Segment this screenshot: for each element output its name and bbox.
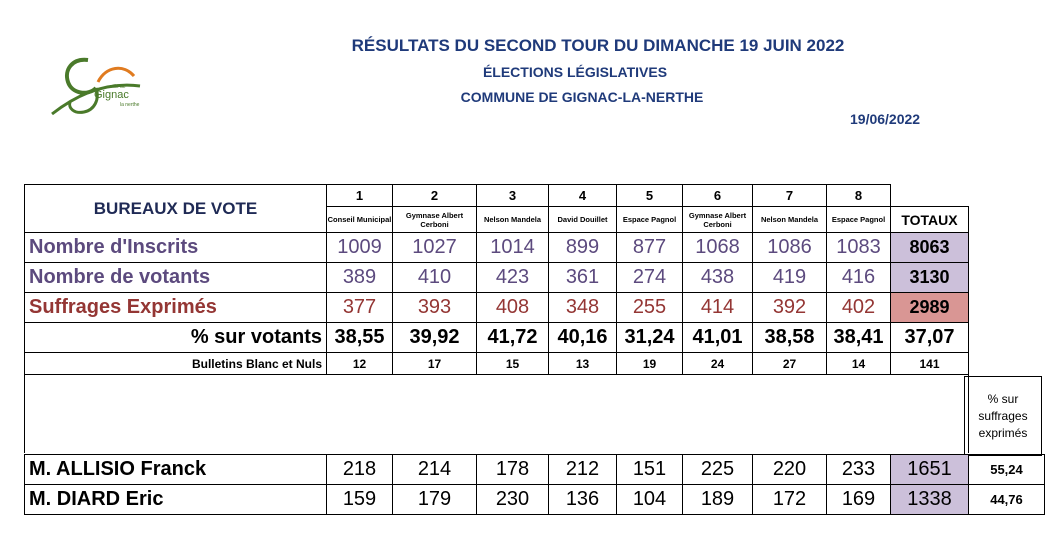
cell-value: 1009 — [327, 233, 393, 263]
bureau-number: 3 — [477, 185, 549, 207]
cell-value: 14 — [827, 353, 891, 375]
candidate-pct: 55,24 — [969, 455, 1045, 485]
pct-header-text: % sur suffrages exprimés — [978, 391, 1028, 440]
cell-value: 877 — [617, 233, 683, 263]
spacer-row — [25, 375, 969, 453]
cell-value: 218 — [327, 455, 393, 485]
cell-value: 17 — [393, 353, 477, 375]
empty-cell — [891, 185, 969, 207]
candidate-pct: 44,76 — [969, 485, 1045, 515]
cell-value: 27 — [753, 353, 827, 375]
cell-value: 225 — [683, 455, 753, 485]
cell-value: 136 — [549, 485, 617, 515]
cell-value: 212 — [549, 455, 617, 485]
cell-value: 1068 — [683, 233, 753, 263]
bureau-place: Nelson Mandela — [753, 207, 827, 233]
cell-value: 1086 — [753, 233, 827, 263]
cell-value: 393 — [393, 293, 477, 323]
candidate-total: 1338 — [891, 485, 969, 515]
svg-text:la nerthe: la nerthe — [120, 102, 140, 108]
page-subtitle: ÉLECTIONS LÉGISLATIVES — [482, 64, 668, 80]
cell-value: 414 — [683, 293, 753, 323]
cell-value: 416 — [827, 263, 891, 293]
cell-value: 377 — [327, 293, 393, 323]
votants-row — [25, 263, 969, 293]
blancs-nuls-row — [25, 353, 969, 375]
cell-value: 408 — [477, 293, 549, 323]
cell-value: 1027 — [393, 233, 477, 263]
results-date: 19/06/2022 — [850, 111, 921, 127]
cell-value: 19 — [617, 353, 683, 375]
gignac-logo — [50, 52, 145, 122]
bureau-place: Gymnase Albert Cerboni — [393, 207, 477, 233]
row-label: Nombre d'Inscrits — [25, 233, 327, 263]
candidates-table — [24, 454, 1045, 515]
bureau-number: 2 — [393, 185, 477, 207]
cell-value: 31,24 — [617, 323, 683, 353]
cell-value: 12 — [327, 353, 393, 375]
cell-value: 1014 — [477, 233, 549, 263]
bureau-number: 6 — [683, 185, 753, 207]
row-label: Nombre de votants — [25, 263, 327, 293]
bureau-number: 8 — [827, 185, 891, 207]
totaux-header: TOTAUX — [891, 207, 969, 233]
candidate-row — [25, 485, 1045, 515]
cell-value: 410 — [393, 263, 477, 293]
cell-value: 104 — [617, 485, 683, 515]
cell-value: 38,41 — [827, 323, 891, 353]
row-label: Bulletins Blanc et Nuls — [25, 353, 327, 375]
bureau-place: David Douillet — [549, 207, 617, 233]
cell-value: 178 — [477, 455, 549, 485]
cell-value: 38,58 — [753, 323, 827, 353]
bureau-place: Nelson Mandela — [477, 207, 549, 233]
cell-value: 40,16 — [549, 323, 617, 353]
cell-value: 402 — [827, 293, 891, 323]
cell-value: 348 — [549, 293, 617, 323]
cell-value: 233 — [827, 455, 891, 485]
cell-value: 392 — [753, 293, 827, 323]
cell-value: 189 — [683, 485, 753, 515]
cell-value: 41,01 — [683, 323, 753, 353]
cell-value: 39,92 — [393, 323, 477, 353]
cell-value: 15 — [477, 353, 549, 375]
svg-text:ville de: ville de — [110, 84, 126, 90]
bureau-number: 7 — [753, 185, 827, 207]
total-cell: 141 — [891, 353, 969, 375]
svg-text:Gignac: Gignac — [94, 89, 129, 101]
cell-value: 899 — [549, 233, 617, 263]
total-cell: 8063 — [891, 233, 969, 263]
pct-votants-row — [25, 323, 969, 353]
bureau-place: Espace Pagnol — [617, 207, 683, 233]
cell-value: 24 — [683, 353, 753, 375]
cell-value: 41,72 — [477, 323, 549, 353]
cell-value: 274 — [617, 263, 683, 293]
cell-value: 38,55 — [327, 323, 393, 353]
pct-exprimes-header — [964, 376, 1042, 456]
candidate-total: 1651 — [891, 455, 969, 485]
bureau-number: 4 — [549, 185, 617, 207]
total-cell: 2989 — [891, 293, 969, 323]
bureau-number-row — [25, 185, 969, 207]
page-title: RÉSULTATS DU SECOND TOUR DU DIMANCHE 19 JUIN 2022 — [351, 36, 845, 55]
cell-value: 151 — [617, 455, 683, 485]
bureaux-table — [24, 184, 969, 453]
row-label: % sur votants — [25, 323, 327, 353]
candidate-name: M. ALLISIO Franck — [25, 455, 327, 485]
bureaux-de-vote-label: BUREAUX DE VOTE — [25, 185, 327, 233]
candidate-name: M. DIARD Eric — [25, 485, 327, 515]
cell-value: 13 — [549, 353, 617, 375]
cell-value: 169 — [827, 485, 891, 515]
cell-value: 255 — [617, 293, 683, 323]
exprimes-row — [25, 293, 969, 323]
cell-value: 214 — [393, 455, 477, 485]
total-cell: 37,07 — [891, 323, 969, 353]
cell-value: 419 — [753, 263, 827, 293]
bureau-number: 5 — [617, 185, 683, 207]
bureau-number: 1 — [327, 185, 393, 207]
cell-value: 389 — [327, 263, 393, 293]
cell-value: 1083 — [827, 233, 891, 263]
spacer-cell — [25, 375, 969, 453]
cell-value: 159 — [327, 485, 393, 515]
cell-value: 230 — [477, 485, 549, 515]
bureau-place: Conseil Municipal — [327, 207, 393, 233]
bureau-place: Gymnase Albert Cerboni — [683, 207, 753, 233]
cell-value: 423 — [477, 263, 549, 293]
cell-value: 220 — [753, 455, 827, 485]
cell-value: 179 — [393, 485, 477, 515]
cell-value: 172 — [753, 485, 827, 515]
candidate-row — [25, 455, 1045, 485]
commune-name: COMMUNE DE GIGNAC-LA-NERTHE — [460, 89, 704, 105]
bureau-place: Espace Pagnol — [827, 207, 891, 233]
row-label: Suffrages Exprimés — [25, 293, 327, 323]
cell-value: 361 — [549, 263, 617, 293]
cell-value: 438 — [683, 263, 753, 293]
inscrits-row — [25, 233, 969, 263]
total-cell: 3130 — [891, 263, 969, 293]
